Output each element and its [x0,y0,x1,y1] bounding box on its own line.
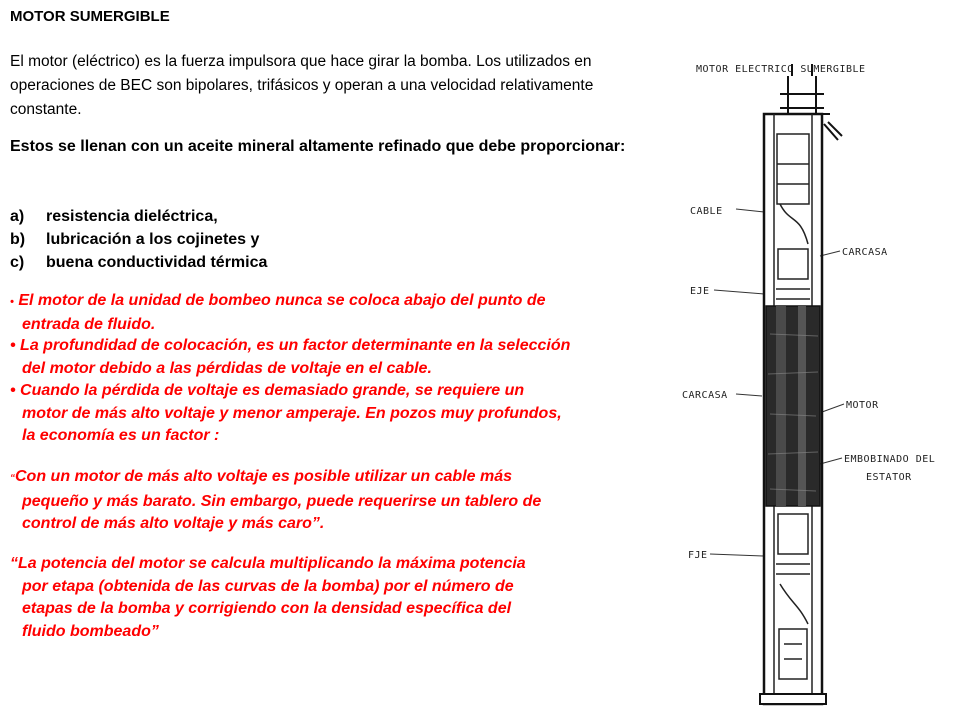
label-embobinado: EMBOBINADO DEL [844,454,936,465]
label-eje-top: EJE [690,286,710,297]
label-cable: CABLE [690,206,723,217]
bullet-placement: • El motor de la unidad de bombeo nunca se coloca abajo del punto de entrada de fluido. [10,292,546,333]
label-carcasa-right: CARCASA [842,247,888,258]
list-item: a) resistencia dieléctrica, [10,208,218,225]
requirements-list [10,205,267,274]
label-carcasa-left: CARCASA [682,390,728,401]
label-motor: MOTOR [846,400,879,411]
label-estator: ESTATOR [866,472,912,483]
bullet-depth: • La profundidad de colocación, es un factor determinante en la selección del motor debido a las pérdidas de voltaje en el cable. [10,337,571,377]
intro-paragraph: El motor (eléctrico) es la fuerza impulsora que hace girar la bomba. Los utilizados en operaciones de BEC son bipolares, trifásicos y operan a una velocidad relativamente constante. [10,53,594,118]
bullet-voltage-loss: • Cuando la pérdida de voltaje es demasiado grande, se requiere un motor de más alto voltaje y menor amperaje. En pozos muy profundos, la economía es un factor : [10,382,562,444]
quote-motor-power: “La potencia del motor se calcula multiplicando la máxima potencia por etapa (obtenida de las curvas de la bomba) por el número de etapas de la bomba y corrigiendo con la densidad específica del fluido bombeado” [10,555,526,640]
list-item: c) buena conductividad térmica [10,254,268,271]
motor-diagram [680,44,960,720]
label-header: MOTOR ELECTRICO SUMERGIBLE [696,64,866,75]
quote-high-voltage: “Con un motor de más alto voltaje es posible utilizar un cable más pequeño y más barato. Sin embargo, puede requerirse un tablero de control de más alto voltaje y más caro”. [10,468,542,532]
list-item: b) lubricación a los cojinetes y [10,231,260,248]
label-eje-bottom: FJE [688,550,708,561]
oil-requirements-paragraph: Estos se llenan con un aceite mineral altamente refinado que debe proporcionar: [10,138,626,155]
page-title: MOTOR SUMERGIBLE [10,8,170,25]
